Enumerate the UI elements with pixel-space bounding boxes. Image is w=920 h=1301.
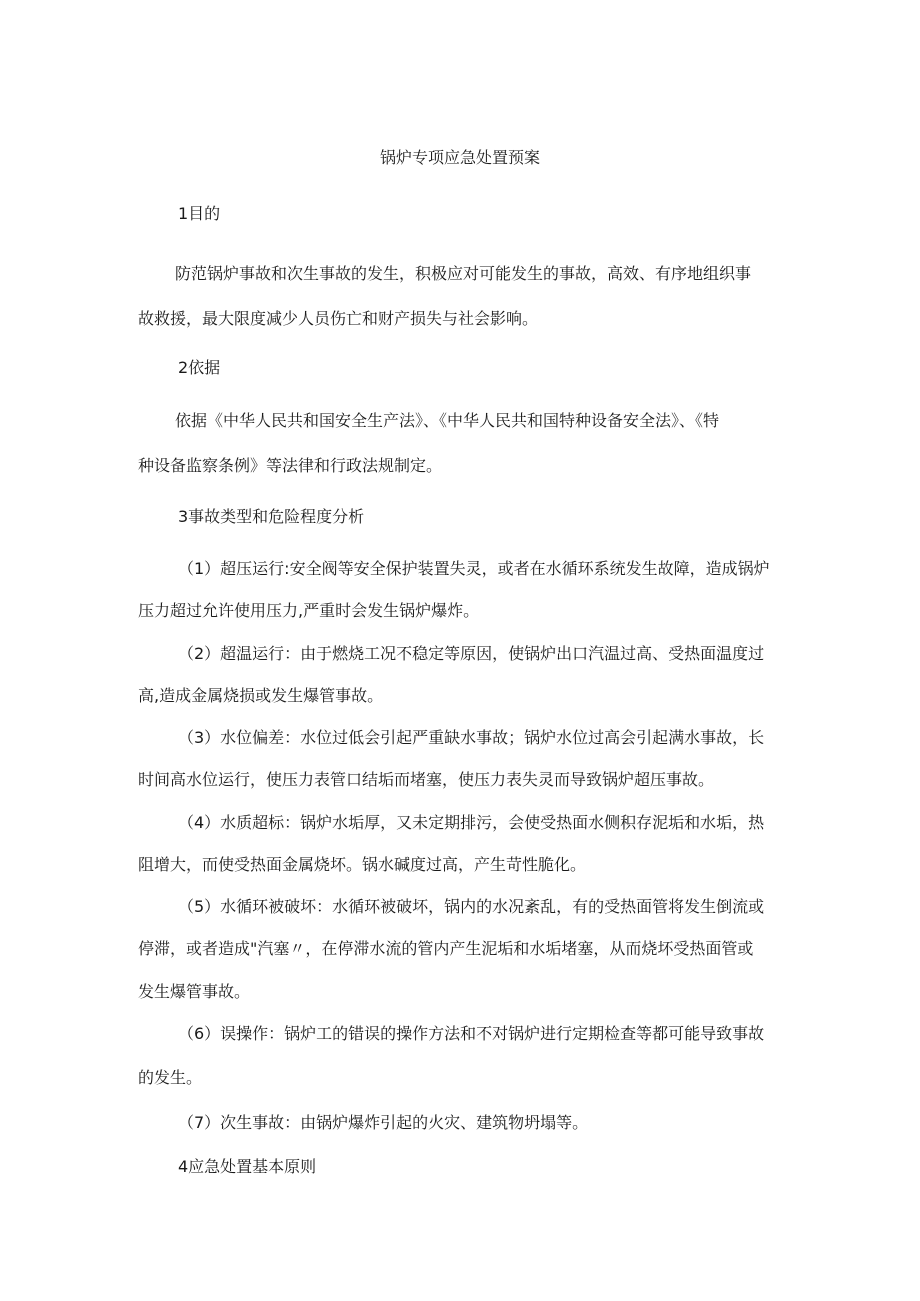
list-item-line: 高,造成金属烧损或发生爆管事故。: [138, 686, 384, 705]
list-item-line: （1）超压运行:安全阀等安全保护装置失灵，或者在水循环系统发生故障，造成锅炉: [178, 559, 770, 578]
list-item-line: 时间高水位运行，使压力表管口结垢而堵塞，使压力表失灵而导致锅炉超压事故。: [138, 770, 715, 789]
paragraph-line: 种设备监察条例》等法律和行政法规制定。: [138, 456, 443, 475]
paragraph-line: 防范锅炉事故和次生事故的发生，积极应对可能发生的事故，高效、有序地组织事: [175, 264, 752, 283]
list-item-line: 停滞，或者造成"汽塞〃，在停滞水流的管内产生泥垢和水垢堵塞，从而烧坏受热面管或: [138, 939, 754, 958]
list-item-line: （2）超温运行：由于燃烧工况不稳定等原因，使锅炉出口汽温过高、受热面温度过: [178, 644, 765, 663]
list-item-line: 压力超过允许使用压力,严重时会发生锅炉爆炸。: [138, 601, 480, 620]
list-item-line: （5）水循环被破坏：水循环被破坏，锅内的水况紊乱，有的受热面管将发生倒流或: [178, 897, 765, 916]
section-heading-basis: 2依据: [178, 358, 221, 377]
list-item-line: （3）水位偏差：水位过低会引起严重缺水事故；锅炉水位过高会引起满水事故，长: [178, 728, 765, 747]
list-item-line: （6）误操作：锅炉工的错误的操作方法和不对锅炉进行定期检查等都可能导致事故: [178, 1024, 765, 1043]
list-item-line: 阻增大，而使受热面金属烧坏。锅水碱度过高，产生苛性脆化。: [138, 855, 587, 874]
list-item-line: 发生爆管事故。: [138, 982, 251, 1001]
document-title: 锅炉专项应急处置预案: [379, 148, 540, 167]
list-item-line: （7）次生事故：由锅炉爆炸引起的火灾、建筑物坍塌等。: [178, 1113, 589, 1132]
section-heading-purpose: 1目的: [178, 204, 221, 223]
paragraph-line: 故救援，最大限度减少人员伤亡和财产损失与社会影响。: [138, 309, 539, 328]
list-item-line: 的发生。: [138, 1068, 203, 1087]
paragraph-line: 依据《中华人民共和国安全生产法》、《中华人民共和国特种设备安全法》、《特: [175, 411, 720, 430]
list-item-line: （4）水质超标：锅炉水垢厚，又未定期排污，会使受热面水侧积存泥垢和水垢，热: [178, 813, 765, 832]
section-heading-accident-types: 3事故类型和危险程度分析: [178, 507, 365, 526]
section-heading-principles: 4应急处置基本原则: [178, 1157, 317, 1176]
